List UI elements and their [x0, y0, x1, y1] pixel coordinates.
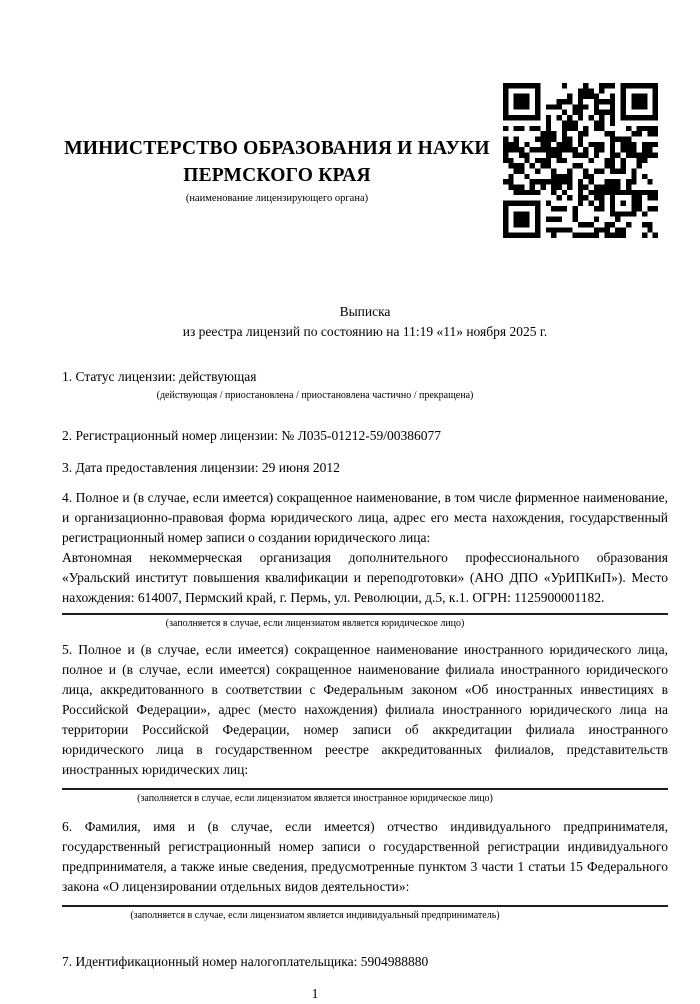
- extract-title-line2: из реестра лицензий по состоянию на 11:19 «11» ноября 2025 г.: [182, 324, 548, 339]
- legal-entity-caption: (заполняется в случае, если лицензиатом является юридическое лицо): [165, 618, 465, 629]
- taxpayer-number-text: 7. Идентификационный номер налогоплательщика: 5904988880: [62, 954, 429, 969]
- item-foreign-entity: [62, 640, 668, 805]
- field-underline: [62, 613, 668, 615]
- extract-title: [62, 302, 668, 342]
- registration-number-text: 2. Регистрационный номер лицензии: № Л035-01212-59/00386077: [62, 428, 442, 443]
- license-status-text: 1. Статус лицензии: действующая: [62, 369, 257, 384]
- extract-title-line1: Выписка: [339, 304, 391, 319]
- field-underline: [62, 788, 668, 790]
- grant-date-text: 3. Дата предоставления лицензии: 29 июня 2012: [62, 460, 340, 475]
- ministry-header: [62, 135, 492, 206]
- entrepreneur-caption: (заполняется в случае, если лицензиатом является индивидуальный предприниматель): [130, 910, 500, 921]
- item-legal-entity: [62, 488, 668, 630]
- legal-entity-label: 4. Полное и (в случае, если имеется) сокращенное наименование, в том числе фирменное наименование, и организационно-правовая форма юридического лица, адрес его места нахождения, государственный регистрационный номер записи о создании юридического лица:: [62, 490, 668, 545]
- item-taxpayer-number: [62, 952, 668, 972]
- item-entrepreneur: [62, 817, 668, 922]
- legal-entity-value: Автономная некоммерческая организация дополнительного профессионального образования «Уральский институт повышения квалификации и переподготовки» (АНО ДПО «УрИПКиП»). Место нахождения: 614007, Пермский край, г. Пермь, ул. Революции, д.5, к.1. ОГРН: 1125900001182.: [62, 550, 668, 605]
- field-underline: [62, 905, 668, 907]
- item-registration-number: [62, 426, 668, 446]
- item-grant-date: [62, 458, 668, 478]
- ministry-name-line2: ПЕРМСКОГО КРАЯ: [183, 165, 371, 186]
- foreign-entity-label: 5. Полное и (в случае, если имеется) сокращенное наименование иностранного юридического лица, полное и (в случае, если имеется) сокращенное наименование филиала иностранного юридического лица, аккредитованного в соответствии с Федеральным законом «Об иностранных инвестициях в Российской Федерации», адрес (место нахождения) филиала иностранного юридического лица на территории Российской Федерации, номер записи об аккредитации филиала иностранного юридического лица в государственном реестре аккредитованных филиалов, представительств иностранных юридических лиц:: [62, 642, 668, 777]
- item-license-status: [62, 367, 668, 402]
- foreign-entity-caption: (заполняется в случае, если лицензиатом является иностранное юридическое лицо): [137, 793, 493, 804]
- licensing-authority-caption: (наименование лицензирующего органа): [185, 193, 369, 204]
- ministry-name-line1: МИНИСТЕРСТВО ОБРАЗОВАНИЯ И НАУКИ: [64, 138, 490, 159]
- qr-code-icon: [503, 83, 658, 238]
- entrepreneur-label: 6. Фамилия, имя и (в случае, если имеется) отчество индивидуального предпринимателя, государственный регистрационный номер записи о государственной регистрации индивидуального предпринимателя, а также иные сведения, предусмотренные пунктом 3 части 1 статьи 15 Федерального закона «О лицензировании отдельных видов деятельности»:: [62, 819, 668, 894]
- license-status-options-caption: (действующая / приостановлена / приостановлена частично / прекращена): [156, 390, 474, 401]
- page-number: 1: [311, 986, 319, 1001]
